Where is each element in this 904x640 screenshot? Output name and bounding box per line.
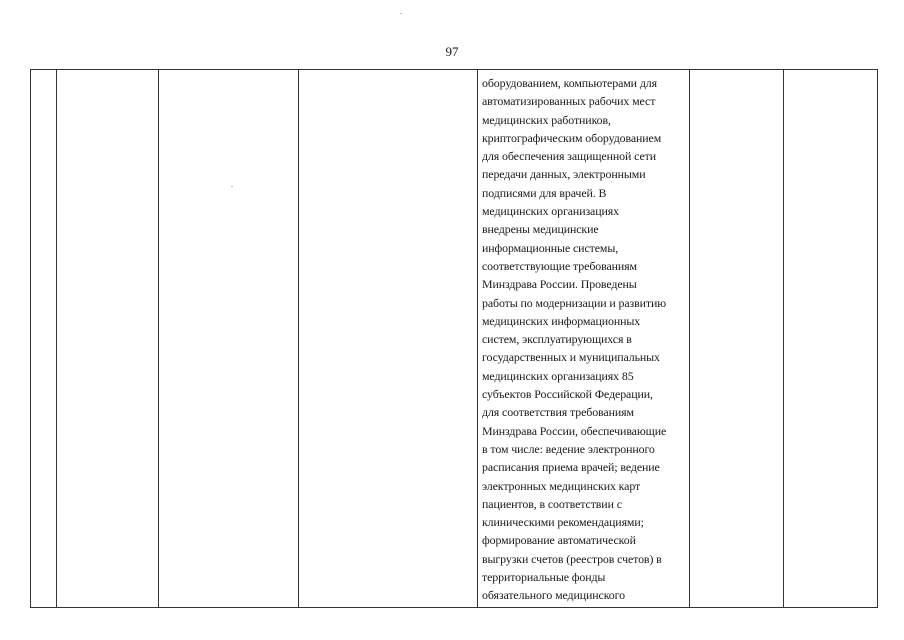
column-divider-1 (56, 70, 57, 607)
column-divider-2 (158, 70, 159, 607)
text-line: пациентов, в соответствии с (482, 496, 622, 511)
text-line: государственных и муниципальных (482, 350, 660, 365)
column-divider-6 (783, 70, 784, 607)
text-line: внедрены медицинские (482, 222, 599, 237)
text-line: Минздрава России. Проведены (482, 277, 637, 292)
text-line: медицинских работников, (482, 112, 611, 127)
text-line: подписями для врачей. В (482, 185, 607, 200)
text-line: информационные системы, (482, 240, 619, 255)
data-table (30, 69, 878, 608)
text-line: систем, эксплуатирующихся в (482, 332, 632, 347)
text-line: расписания приема врачей; ведение (482, 460, 660, 475)
text-line: передачи данных, электронными (482, 167, 646, 182)
text-line: медицинских информационных (482, 313, 641, 328)
text-line: территориальные фонды (482, 570, 606, 585)
text-line: выгрузки счетов (реестров счетов) в (482, 551, 662, 566)
text-line: Минздрава России, обеспечивающие (482, 423, 667, 438)
text-line: автоматизированных рабочих мест (482, 94, 656, 109)
text-line: медицинских организациях (482, 204, 619, 219)
text-line: электронных медицинских карт (482, 478, 641, 493)
scan-speck (231, 186, 233, 187)
text-line: субъектов Российской Федерации, (482, 387, 653, 402)
scan-speck (400, 13, 402, 14)
text-line: для обеспечения защищенной сети (482, 149, 656, 164)
text-line: соответствующие требованиям (482, 258, 637, 273)
column-divider-5 (689, 70, 690, 607)
column-divider-3 (298, 70, 299, 607)
text-line: обязательного медицинского (482, 588, 625, 603)
column-divider-4 (477, 70, 478, 607)
text-line: оборудованием, компьютерами для (482, 76, 657, 90)
table-cell-description (482, 74, 689, 605)
text-line: для соответствия требованиям (482, 405, 634, 420)
text-line: в том числе: ведение электронного (482, 441, 655, 456)
text-line: работы по модернизации и развитию (482, 295, 667, 310)
page-number: 97 (445, 44, 459, 59)
text-line: криптографическим оборудованием (482, 130, 662, 145)
text-line: формирование автоматической (482, 533, 636, 548)
text-line: клиническими рекомендациями; (482, 515, 644, 530)
text-line: медицинских организациях 85 (482, 368, 634, 383)
